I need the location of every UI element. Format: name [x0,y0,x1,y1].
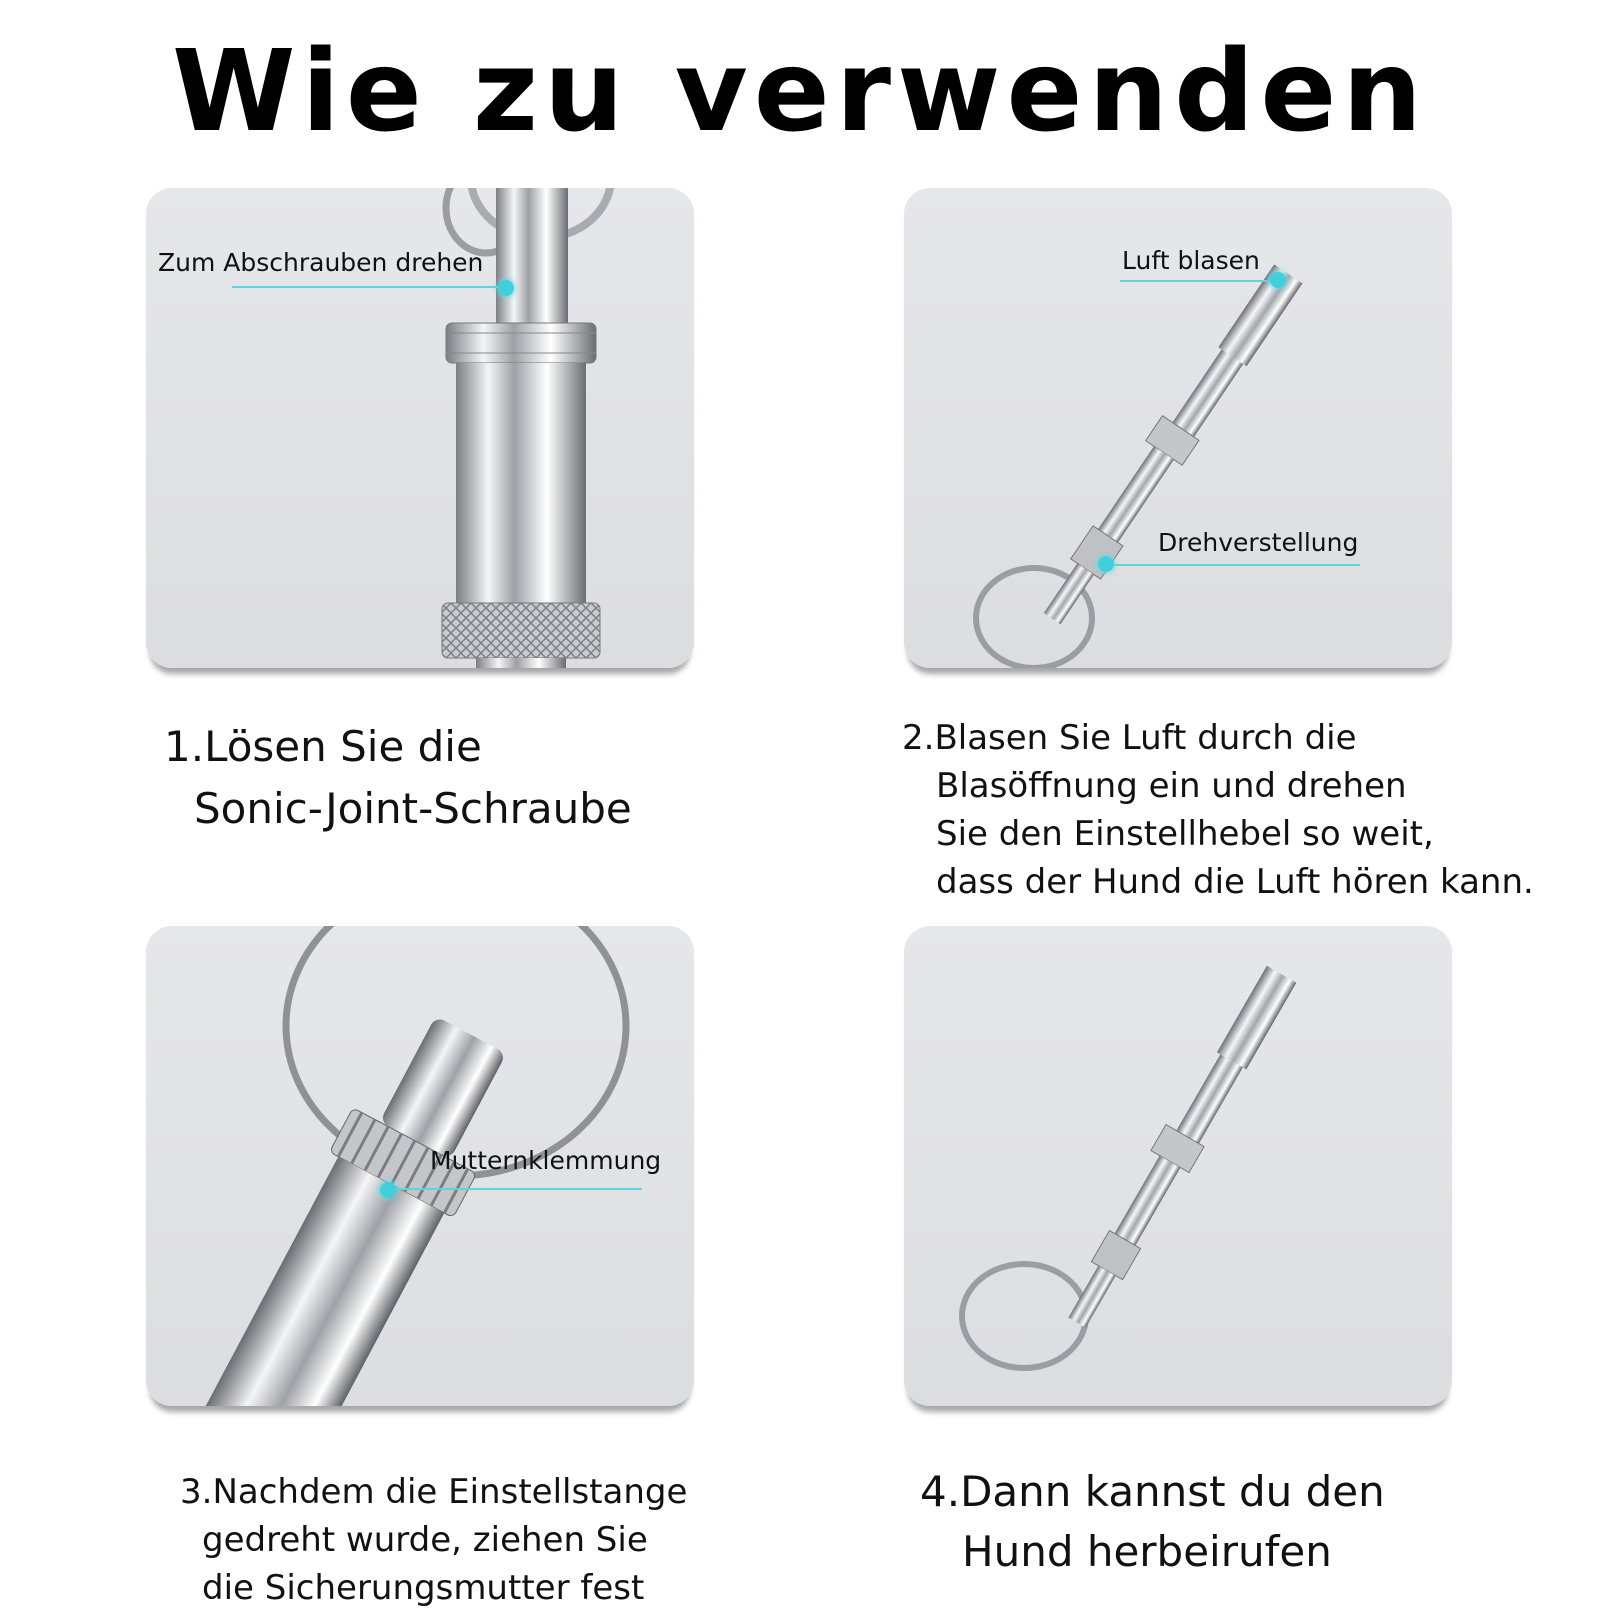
caption-line: Blasöffnung ein und drehen [936,766,1407,806]
step-3-caption [180,1468,687,1612]
caption-line: Sie den Einstellhebel so weit, [936,814,1434,854]
step-1-image [146,188,694,668]
callout-dot [1098,556,1114,572]
callout-label: Drehverstellung [1158,528,1359,557]
step-1-caption [164,716,632,840]
caption-line: 4.Dann kannst du den [920,1467,1385,1516]
page-title: Wie zu verwenden [171,27,1429,157]
whistle-assembled-image [904,926,1452,1406]
callout-label: Luft blasen [1122,246,1260,275]
callout-line [1120,280,1280,282]
caption-line: Sonic-Joint-Schraube [194,784,632,833]
caption-line: die Sicherungsmutter fest [202,1568,645,1608]
caption-line: Hund herbeirufen [962,1527,1332,1576]
caption-line: 2.Blasen Sie Luft durch die [902,718,1357,758]
callout-dot [1270,272,1286,288]
caption-line: 3.Nachdem die Einstellstange [180,1472,688,1512]
callout-dot [498,280,514,296]
caption-line: gedreht wurde, ziehen Sie [202,1520,648,1560]
step-2-image [904,188,1452,668]
caption-line: dass der Hund die Luft hören kann. [936,862,1534,902]
callout-label: Mutternklemmung [430,1146,662,1175]
step-2-caption [902,714,1534,906]
callout-dot [380,1182,396,1198]
caption-line: 1.Lösen Sie die [164,722,482,771]
step-4-image [904,926,1452,1406]
step-4-caption [920,1462,1385,1582]
callout-line [232,286,500,288]
callout-label: Zum Abschrauben drehen [158,248,484,277]
callout-line [394,1188,642,1190]
callout-line [1110,564,1360,566]
step-3-image [146,926,694,1406]
